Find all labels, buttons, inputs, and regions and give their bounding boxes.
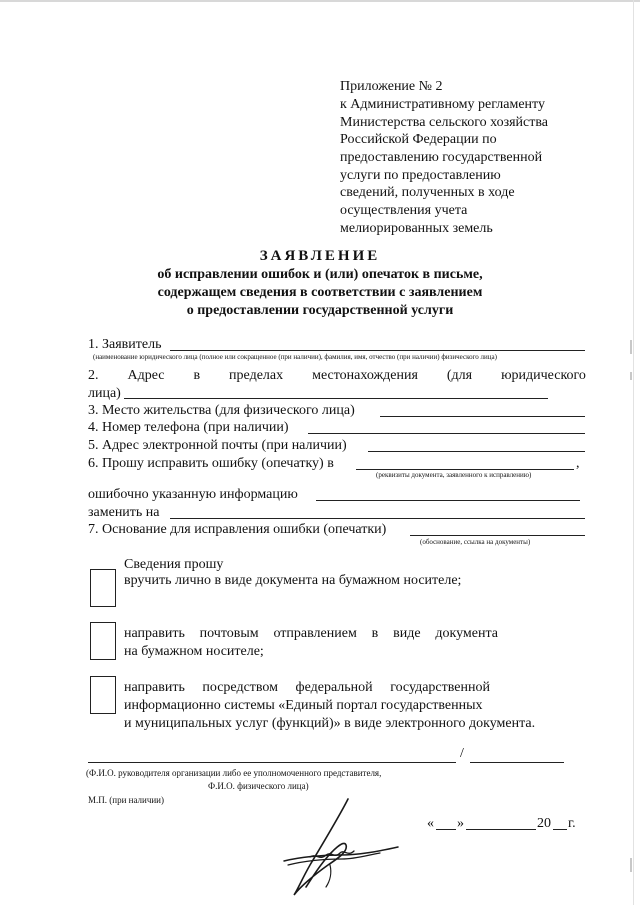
option-portal-label-cont: и муниципальных услуг (функций)» в виде электронного документа. xyxy=(124,716,536,731)
date-year-suffix: г. xyxy=(568,816,576,831)
option-post-word: почтовым xyxy=(199,626,259,641)
phone-label: 4. Номер телефона (при наличии) xyxy=(88,420,289,435)
email-field[interactable] xyxy=(368,451,585,452)
stamp-label: М.П. (при наличии) xyxy=(88,795,164,805)
document-subtitle: содержащем сведения в соответствии с заявлением xyxy=(157,285,483,300)
wrong-info-field[interactable] xyxy=(316,500,580,501)
replace-field[interactable] xyxy=(170,518,585,519)
date-open-quote: « xyxy=(427,816,434,831)
date-close-quote: » xyxy=(457,816,464,831)
email-label: 5. Адрес электронной почты (при наличии) xyxy=(88,438,347,453)
option-in-person-label: вручить лично в виде документа на бумажном носителе; xyxy=(124,573,462,588)
fix-comma: , xyxy=(576,456,580,471)
residence-field[interactable] xyxy=(380,416,585,417)
option-portal-word: государственной xyxy=(390,680,490,695)
signatory-hint: Ф.И.О. физического лица) xyxy=(208,781,309,791)
fix-hint: (реквизиты документа, заявленного к исправлению) xyxy=(376,471,532,479)
address-word: 2. xyxy=(88,368,99,383)
address-word: пределах xyxy=(229,368,284,383)
fix-label: 6. Прошу исправить ошибку (опечатку) в xyxy=(88,456,334,471)
option-post-word: документа xyxy=(435,626,498,641)
reason-hint: (обоснование, ссылка на документы) xyxy=(420,538,531,546)
scan-edge-right xyxy=(633,0,634,905)
option-portal-word: направить xyxy=(124,680,185,695)
scan-mark xyxy=(630,372,632,380)
appendix-line: услуги по предоставлению xyxy=(340,168,501,183)
wrong-info-label: ошибочно указанную информацию xyxy=(88,487,298,502)
date-year-field[interactable] xyxy=(553,829,567,830)
date-month-field[interactable] xyxy=(466,829,536,830)
address-field[interactable] xyxy=(124,398,548,399)
option-portal-checkbox[interactable] xyxy=(90,676,116,714)
appendix-line: мелиорированных земель xyxy=(340,221,493,236)
scan-mark xyxy=(630,340,632,354)
date-day-field[interactable] xyxy=(436,829,456,830)
appendix-line: сведений, полученных в ходе xyxy=(340,185,515,200)
option-post-word: виде xyxy=(393,626,421,641)
applicant-hint: (наименование юридического лица (полное или сокращенное (при наличии), фамилия, имя, отчество (при наличии) физического лица) xyxy=(93,353,497,361)
option-post-word: направить xyxy=(124,626,185,641)
address-word: местонахождения xyxy=(312,368,418,383)
replace-label: заменить на xyxy=(88,505,160,520)
appendix-line: осуществления учета xyxy=(340,203,468,218)
option-portal-label-cont: информационно системы «Единый портал государственных xyxy=(124,698,483,713)
applicant-field[interactable] xyxy=(170,350,585,351)
option-portal-label xyxy=(124,679,490,696)
signatory-name-field[interactable] xyxy=(88,762,456,763)
appendix-line: Российской Федерации по xyxy=(340,132,497,147)
delivery-intro: Сведения прошу xyxy=(124,557,224,572)
handwritten-signature-icon xyxy=(270,795,410,905)
option-portal-word: федеральной xyxy=(295,680,373,695)
address-label-cont: лица) xyxy=(88,386,121,401)
document-subtitle: об исправлении ошибок и (или) опечаток в письме, xyxy=(157,267,483,282)
reason-field[interactable] xyxy=(410,535,585,536)
address-label xyxy=(88,367,586,384)
address-word: (для xyxy=(446,368,473,383)
appendix-line: к Административному регламенту xyxy=(340,97,545,112)
date-year-prefix: 20 xyxy=(537,816,551,831)
signatory-hint: (Ф.И.О. руководителя организации либо ее уполномоченного представителя, xyxy=(86,768,382,778)
address-word: в xyxy=(193,368,201,383)
fix-document-field[interactable] xyxy=(356,469,574,470)
reason-label: 7. Основание для исправления ошибки (опечатки) xyxy=(88,522,387,537)
signature-field[interactable] xyxy=(470,762,564,763)
phone-field[interactable] xyxy=(308,433,585,434)
appendix-line: предоставлению государственной xyxy=(340,150,543,165)
option-post-word: в xyxy=(371,626,379,641)
document-subtitle: о предоставлении государственной услуги xyxy=(186,303,454,318)
applicant-label: 1. Заявитель xyxy=(88,337,162,352)
signature-slash: / xyxy=(460,746,464,761)
document-title: ЗАЯВЛЕНИЕ xyxy=(259,248,381,264)
appendix-line: Приложение № 2 xyxy=(340,79,443,94)
address-word: юридического xyxy=(501,368,586,383)
option-post-label-cont: на бумажном носителе; xyxy=(124,644,264,659)
address-word: Адрес xyxy=(127,368,165,383)
option-portal-word: посредством xyxy=(202,680,279,695)
option-in-person-checkbox[interactable] xyxy=(90,569,116,607)
option-post-checkbox[interactable] xyxy=(90,622,116,660)
option-post-label xyxy=(124,625,498,642)
scan-edge-top xyxy=(0,0,640,2)
appendix-line: Министерства сельского хозяйства xyxy=(340,115,549,130)
scan-mark xyxy=(630,858,632,872)
residence-label: 3. Место жительства (для физического лица) xyxy=(88,403,355,418)
option-post-word: отправлением xyxy=(273,626,357,641)
